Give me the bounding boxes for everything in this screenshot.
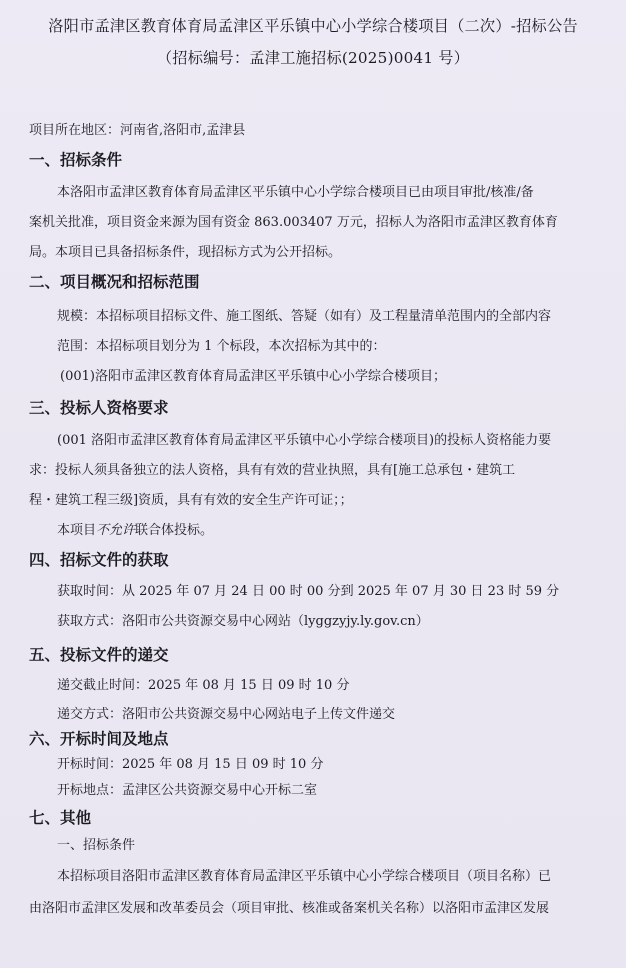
document-title: 洛阳市孟津区教育体育局孟津区平乐镇中心小学综合楼项目（二次）-招标公告 [48, 17, 578, 35]
paragraph-line: 案机关批准，项目资金来源为国有资金 863.003407 万元，招标人为洛阳市孟津区教育体育 [29, 215, 558, 230]
paragraph-line: 本招标项目洛阳市孟津区教育体育局孟津区平乐镇中心小学综合楼项目（项目名称）已 [57, 869, 552, 884]
consortium-note-prefix: 本项目 [57, 523, 97, 538]
project-region: 项目所在地区：河南省,洛阳市,孟津县 [29, 123, 246, 138]
submission-deadline: 递交截止时间：2025 年 08 月 15 日 09 时 10 分 [57, 678, 350, 693]
paragraph-line: 本洛阳市孟津区教育体育局孟津区平乐镇中心小学综合楼项目已由项目审批/核准/备 [57, 185, 534, 200]
section-heading-obtain-documents: 四、招标文件的获取 [29, 551, 169, 569]
opening-place: 开标地点：孟津区公共资源交易中心开标二室 [57, 783, 318, 798]
paragraph-line: 由洛阳市孟津区发展和改革委员会（项目审批、核准或备案机关名称）以洛阳市孟津区发展 [29, 901, 550, 916]
obtain-method: 获取方式：洛阳市公共资源交易中心网站（lyggzyjy.ly.gov.cn） [57, 614, 429, 629]
opening-time: 开标时间：2025 年 08 月 15 日 09 时 10 分 [57, 757, 324, 772]
paragraph-line: 范围：本招标项目划分为 1 个标段，本次招标为其中的： [57, 339, 386, 354]
paragraph-line: 规模：本招标项目招标文件、施工图纸、答疑（如有）及工程量清单范围内的全部内容 [57, 309, 552, 324]
paragraph-line: 局。本项目已具备招标条件，现招标方式为公开招标。 [29, 245, 342, 260]
sub-heading: 一、招标条件 [57, 838, 136, 853]
section-heading-project-overview: 二、项目概况和招标范围 [29, 273, 200, 291]
consortium-note-suffix: 联合体投标。 [135, 523, 214, 538]
submission-method: 递交方式：洛阳市公共资源交易中心网站电子上传文件递交 [57, 707, 396, 722]
consortium-note [57, 523, 213, 539]
paragraph-line: (001 洛阳市孟津区教育体育局孟津区平乐镇中心小学综合楼项目)的投标人资格能力要 [57, 433, 552, 448]
paragraph-line: 程・建筑工程三级]资质，具有有效的安全生产许可证；； [29, 493, 353, 508]
tender-number: （招标编号：孟津工施招标(2025)0041 号） [156, 49, 470, 67]
consortium-note-emphasis: 不允许 [96, 523, 136, 538]
obtain-time: 获取时间：从 2025 年 07 月 24 日 00 时 00 分到 2025 年 07 月 30 日 23 时 59 分 [57, 584, 560, 599]
section-heading-bidder-qualification: 三、投标人资格要求 [29, 399, 169, 417]
section-heading-submission: 五、投标文件的递交 [29, 646, 169, 664]
section-heading-bidding-conditions: 一、招标条件 [29, 151, 123, 169]
section-heading-opening: 六、开标时间及地点 [29, 730, 169, 748]
section-heading-other: 七、其他 [29, 809, 92, 827]
paragraph-line: 求：投标人须具备独立的法人资格，具有有效的营业执照，具有[施工总承包・建筑工 [29, 463, 516, 478]
paragraph-line: (001)洛阳市孟津区教育体育局孟津区平乐镇中心小学综合楼项目； [60, 369, 446, 384]
